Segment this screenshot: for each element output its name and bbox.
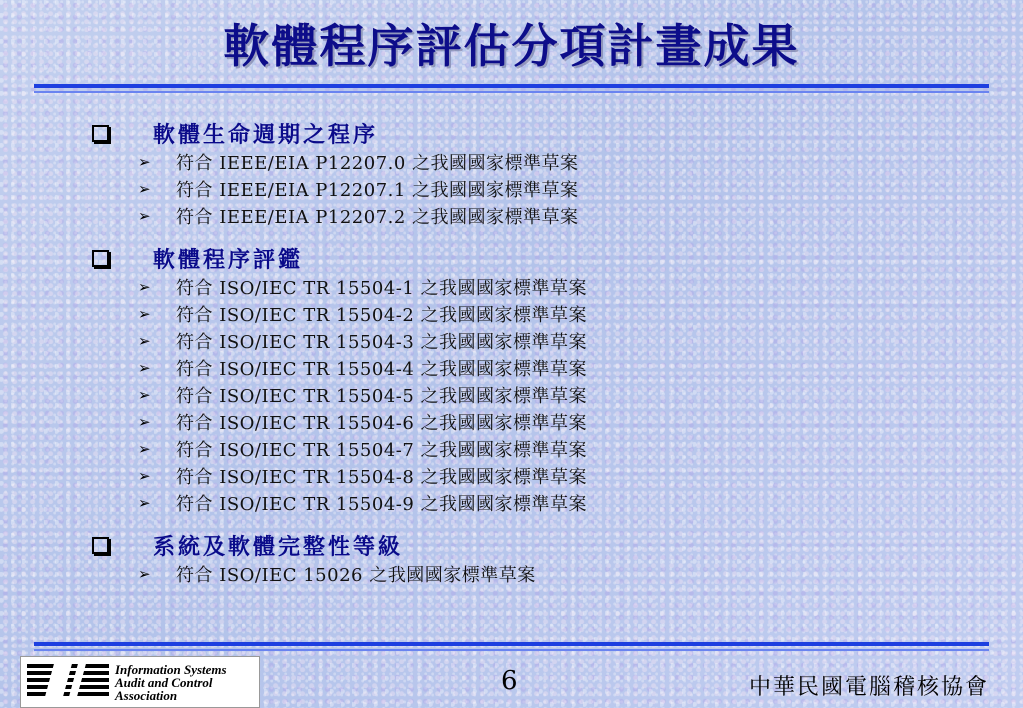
section-title: 系統及軟體完整性等級 bbox=[153, 533, 404, 560]
item-text: 符合 ISO/IEC TR 15504-4 之我國國家標準草案 bbox=[176, 358, 588, 380]
logo-line: Audit and Control bbox=[115, 674, 213, 690]
organization-name: 中華民國電腦稽核協會 bbox=[748, 675, 989, 700]
list-item bbox=[90, 560, 587, 587]
list-item bbox=[90, 327, 587, 354]
list-item bbox=[90, 435, 587, 462]
top-divider-thin bbox=[34, 91, 989, 93]
item-text: 符合 ISO/IEC TR 15504-8 之我國國家標準草案 bbox=[176, 466, 588, 488]
list-item bbox=[90, 462, 587, 489]
item-text: 符合 ISO/IEC TR 15504-2 之我國國家標準草案 bbox=[176, 304, 588, 326]
top-divider bbox=[34, 84, 989, 88]
item-text: 符合 IEEE/EIA P12207.2 之我國國家標準草案 bbox=[176, 206, 579, 228]
list-item bbox=[90, 381, 587, 408]
item-text: 符合 ISO/IEC TR 15504-5 之我國國家標準草案 bbox=[176, 385, 588, 407]
section-header bbox=[90, 118, 587, 148]
isaca-logo-mark-icon bbox=[27, 660, 109, 704]
item-text: 符合 ISO/IEC TR 15504-6 之我國國家標準草案 bbox=[176, 412, 588, 434]
arrowhead-icon: ➢ bbox=[138, 179, 151, 198]
item-text: 符合 IEEE/EIA P12207.0 之我國國家標準草案 bbox=[176, 152, 579, 174]
arrowhead-icon: ➢ bbox=[138, 412, 151, 431]
page-title: 軟體程序評估分項計畫成果 bbox=[223, 19, 800, 73]
logo-text bbox=[115, 663, 227, 702]
square-checkbox-icon bbox=[92, 537, 109, 554]
section-assessment bbox=[90, 243, 587, 516]
item-text: 符合 ISO/IEC TR 15504-7 之我國國家標準草案 bbox=[176, 439, 588, 461]
page-number: 6 bbox=[501, 666, 518, 696]
arrowhead-icon: ➢ bbox=[138, 564, 151, 583]
section-integrity bbox=[90, 530, 587, 587]
section-lifecycle bbox=[90, 118, 587, 229]
arrowhead-icon: ➢ bbox=[138, 358, 151, 377]
list-item bbox=[90, 202, 587, 229]
arrowhead-icon: ➢ bbox=[138, 206, 151, 225]
list-item bbox=[90, 273, 587, 300]
item-text: 符合 ISO/IEC TR 15504-9 之我國國家標準草案 bbox=[176, 493, 588, 515]
item-text: 符合 ISO/IEC TR 15504-3 之我國國家標準草案 bbox=[176, 331, 588, 353]
list-item bbox=[90, 148, 587, 175]
bottom-divider bbox=[34, 642, 989, 646]
item-text: 符合 ISO/IEC TR 15504-1 之我國國家標準草案 bbox=[176, 277, 588, 299]
section-title: 軟體生命週期之程序 bbox=[153, 121, 379, 148]
square-checkbox-icon bbox=[92, 250, 109, 267]
list-item bbox=[90, 489, 587, 516]
logo-line: Association bbox=[115, 687, 178, 703]
isaca-logo bbox=[20, 656, 260, 708]
arrowhead-icon: ➢ bbox=[138, 385, 151, 404]
arrowhead-icon: ➢ bbox=[138, 277, 151, 296]
section-title: 軟體程序評鑑 bbox=[153, 246, 304, 273]
item-text: 符合 IEEE/EIA P12207.1 之我國國家標準草案 bbox=[176, 179, 579, 201]
content-area bbox=[90, 118, 587, 601]
square-checkbox-icon bbox=[92, 125, 109, 142]
arrowhead-icon: ➢ bbox=[138, 304, 151, 323]
section-header bbox=[90, 530, 587, 560]
arrowhead-icon: ➢ bbox=[138, 493, 151, 512]
arrowhead-icon: ➢ bbox=[138, 439, 151, 458]
bottom-divider-thin bbox=[34, 649, 989, 651]
arrowhead-icon: ➢ bbox=[138, 152, 151, 171]
section-header bbox=[90, 243, 587, 273]
arrowhead-icon: ➢ bbox=[138, 331, 151, 350]
list-item bbox=[90, 408, 587, 435]
logo-line: Information Systems bbox=[115, 661, 227, 677]
list-item bbox=[90, 354, 587, 381]
arrowhead-icon: ➢ bbox=[138, 466, 151, 485]
list-item bbox=[90, 300, 587, 327]
list-item bbox=[90, 175, 587, 202]
item-text: 符合 ISO/IEC 15026 之我國國家標準草案 bbox=[176, 564, 536, 586]
